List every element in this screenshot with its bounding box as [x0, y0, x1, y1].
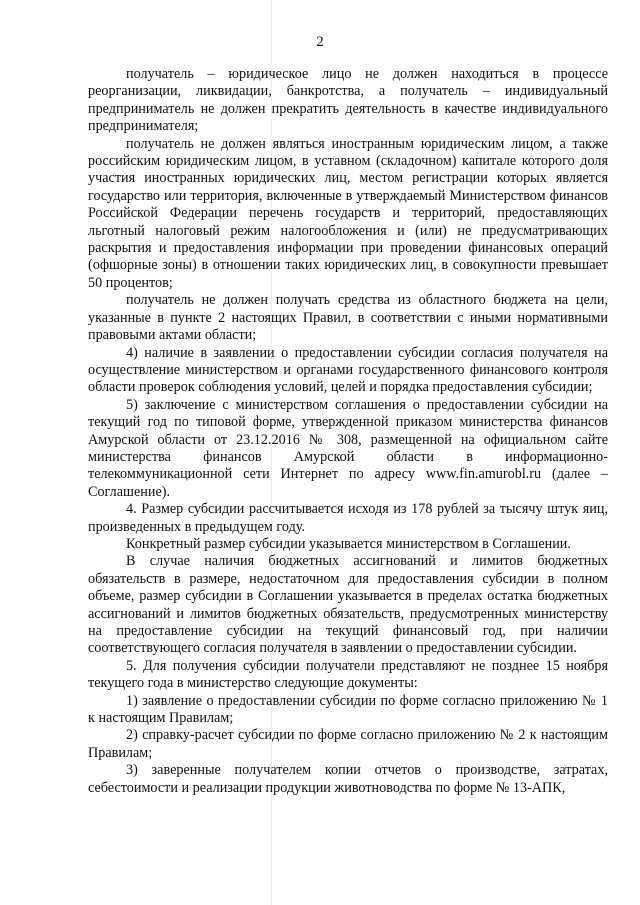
- paragraph-foreign-entity: получатель не должен являться иностранным юридическим лицом, а также российским юридическим лицом, в уставном (складочном) капитале которого доля участия иностранных юридических лиц, местом регистрации которых является государство или территория, включенные в утверждаемый Министерством финансов Российской Федерации перечень государств и территорий, предоставляющих льготный налоговый режим налогообложения и (или) не предусматривающих раскрытия и предоставления информации при проведении финансовых операций (офшорные зоны) в отношении таких юридических лиц, в совокупности превышает 50 процентов;: [88, 135, 608, 291]
- page-number: 2: [316, 34, 324, 50]
- paragraph-item-5-agreement: 5) заключение с министерством соглашения о предоставлении субсидии на текущий год по типовой форме, утвержденной приказом министерства финансов Амурской области от 23.12.2016 № 308, размещенной на официальном сайте министерства финансов Амурской области в информационно-телекоммуникационной сети Интернет по адресу www.fin.amurobl.ru (далее – Соглашение).: [88, 396, 608, 500]
- paragraph-documents-intro: 5. Для получения субсидии получатели представляют не позднее 15 ноября текущего года в министерство следующие документы:: [88, 657, 608, 692]
- paragraph-doc-3: 3) заверенные получателем копии отчетов о производстве, затратах, себестоимости и реализации продукции животноводства по форме № 13-АПК,: [88, 762, 608, 796]
- document-body: [88, 66, 608, 797]
- paragraph-doc-1: 1) заявление о предоставлении субсидии по форме согласно приложению № 1 к настоящим Правилам;: [88, 692, 608, 727]
- paragraph-doc-2: 2) справку-расчет субсидии по форме согласно приложению № 2 к настоящим Правилам;: [88, 727, 608, 761]
- paragraph-budget-limits: В случае наличия бюджетных ассигнований и лимитов бюджетных обязательств в размере, недостаточном для предоставления субсидии в полном объеме, размер субсидии в Соглашении указывается в пределах остатка бюджетных ассигнований и лимитов бюджетных обязательств, предусмотренных министерству на предоставление субсидии на текущий финансовый год, при наличии соответствующего согласия получателя в заявлении о предоставлении субсидии.: [88, 553, 608, 657]
- paragraph-item-4-consent: 4) наличие в заявлении о предоставлении субсидии согласия получателя на осуществление министерством и органами государственного финансового контроля области проверок соблюдения условий, целей и порядка предоставления субсидии;: [88, 344, 608, 396]
- paragraph-reorganization: получатель – юридическое лицо не должен находиться в процессе реорганизации, ликвидации, банкротства, а получатель – индивидуальный предприниматель не должен прекратить деятельность в качестве индивидуального предпринимателя;: [88, 66, 608, 135]
- paragraph-subsidy-size: 4. Размер субсидии рассчитывается исходя из 178 рублей за тысячу штук яиц, произведенных в предыдущем году.: [88, 501, 608, 535]
- paragraph-no-other-funds: получатель не должен получать средства из областного бюджета на цели, указанные в пункте 2 настоящих Правил, в соответствии с иными нормативными правовыми актами области;: [88, 292, 608, 344]
- paragraph-specific-size: Конкретный размер субсидии указывается министерством в Соглашении.: [126, 535, 571, 552]
